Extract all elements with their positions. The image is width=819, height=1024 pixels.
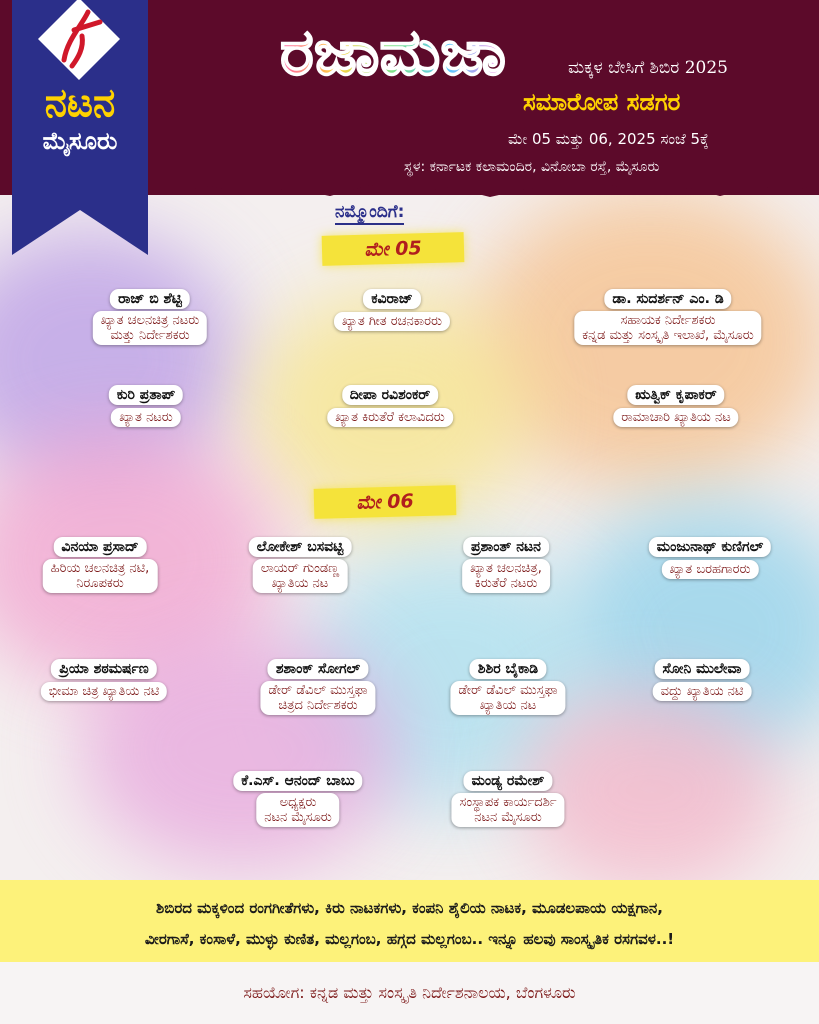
event-date-time: ಮೇ 05 ಮತ್ತು 06, 2025 ಸಂಜೆ 5ಕ್ಕೆ: [508, 130, 709, 148]
guest-role: ಖ್ಯಾತ ಚಲನಚಿತ್ರ,: [470, 561, 542, 576]
guest-role: ಹಿರಿಯ ಚಲನಚಿತ್ರ ನಟಿ,: [50, 561, 150, 576]
guest-card: [653, 658, 752, 702]
guest-role: ಅಧ್ಯಕ್ಷರು: [279, 795, 317, 810]
guest-role: ಡೇರ್ ಡೆವಿಲ್ ಮುಸ್ತಫಾ: [268, 683, 368, 698]
guest-role: ಡೇರ್ ಡೆವಿಲ್ ಮುಸ್ತಫಾ: [458, 683, 558, 698]
guest-role: ಕಿರುತೆರೆ ನಟರು: [474, 576, 538, 591]
guest-role: ಲಾಯರ್ ಗುಂಡಣ್ಣ: [260, 561, 340, 576]
guest-name: ಕವಿರಾಜ್: [363, 289, 421, 309]
watercolor-background: [0, 170, 819, 880]
guest-card: [93, 288, 207, 346]
guest-name: ಪ್ರಿಯಾ ಶಠಮರ್ಷಣ: [51, 659, 157, 679]
guest-role: ಖ್ಯಾತ ಕಿರುತೆರೆ ಕಲಾವಿದರು: [335, 410, 445, 425]
guest-role: ಭೀಮಾ ಚಿತ್ರ ಖ್ಯಾತಿಯ ನಟಿ: [48, 684, 160, 699]
event-title-graphic: [228, 2, 558, 94]
guest-card: [450, 658, 565, 716]
programs-line-2: ವೀರಗಾಸೆ, ಕಂಸಾಳೆ, ಮುಳ್ಳು ಕುಣಿತ, ಮಲ್ಲಗಂಬ, ಹಗ್ಗದ ಮಲ್ಲಗಂಬ.. ಇನ್ನೂ ಹಲವು ಸಾಂಸ್ಕೃತಿಕ ರಸಗವಳ..!: [144, 930, 675, 948]
guest-card: [327, 384, 453, 428]
day2-banner: ಮೇ 06: [314, 485, 457, 519]
guest-role: ಖ್ಯಾತ ನಟರು: [119, 410, 173, 425]
guest-card: [334, 288, 450, 332]
brand-city: ಮೈಸೂರು: [42, 127, 118, 155]
guest-role: ವದ್ದು ಖ್ಯಾತಿಯ ನಟಿ: [660, 684, 744, 699]
guest-card: [462, 536, 550, 594]
guest-role: ಖ್ಯಾತ ಗೀತ ರಚನಕಾರರು: [341, 314, 443, 329]
guest-role: ನಟನ ಮೈಸೂರು: [474, 810, 542, 825]
guest-role: ಸಹಾಯಕ ನಿರ್ದೇಶಕರು: [620, 313, 716, 328]
guest-role: ಚಿತ್ರದ ನಿರ್ದೇಶಕರು: [278, 698, 358, 713]
guest-card: [41, 658, 167, 702]
guest-name: ಮಂಡ್ಯ ರಮೇಶ್: [464, 771, 553, 791]
guest-card: [249, 536, 352, 594]
day1-banner: ಮೇ 05: [322, 232, 465, 266]
guest-role: ಖ್ಯಾತ ಬರಹಗಾರರು: [669, 562, 751, 577]
guest-role: ಖ್ಯಾತ ಚಲನಚಿತ್ರ ನಟರು: [100, 313, 200, 328]
guest-name: ರಾಜ್ ಬಿ ಶೆಟ್ಟಿ: [110, 289, 190, 309]
guest-name: ಲೋಕೇಶ್ ಬಸವಟ್ಟಿ: [249, 537, 352, 557]
sponsor-line: ಸಹಯೋಗ: ಕನ್ನಡ ಮತ್ತು ಸಂಸ್ಕೃತಿ ನಿರ್ದೇಶನಾಲಯ, ಬೆಂಗಳೂರು: [0, 962, 819, 1024]
programs-strip: [0, 880, 819, 962]
closing-ceremony-heading: ಸಮಾರೋಪ ಸಡಗರ: [523, 88, 681, 116]
guest-role: ಸಂಸ್ಥಾಪಕ ಕಾರ್ಯದರ್ಶಿ: [459, 795, 557, 810]
guest-name: ಪ್ರಶಾಂತ್ ನಟನ: [463, 537, 549, 557]
event-venue: ಸ್ಥಳ: ಕರ್ನಾಟಕ ಕಲಾಮಂದಿರ, ವಿನೋಬಾ ರಸ್ತೆ, ಮೈಸೂರು: [404, 159, 660, 175]
guest-name: ವಿನಯಾ ಪ್ರಸಾದ್: [53, 537, 146, 557]
guest-card: [574, 288, 761, 346]
guest-card: [233, 770, 362, 828]
guest-name: ಶಶಾಂಕ್ ಸೋಗಲ್: [268, 659, 368, 679]
guest-name: ಕೆ.ಎಸ್. ಆನಂದ್ ಬಾಬು: [233, 771, 362, 791]
camp-line: ಮಕ್ಕಳ ಬೇಸಿಗೆ ಶಿಬಿರ 2025: [568, 58, 728, 78]
guest-name: ದೀಪಾ ರವಿಶಂಕರ್: [342, 385, 438, 405]
guest-card: [451, 770, 564, 828]
guest-role: ಖ್ಯಾತಿಯ ನಟ: [271, 576, 329, 591]
guest-name: ಋತ್ವಿಕ್ ಕೃಪಾಕರ್: [627, 385, 725, 405]
guest-role: ರಾಮಾಚಾರಿ ಖ್ಯಾತಿಯ ನಟ: [621, 410, 731, 425]
event-title: ರಜಾಮಜಾ: [280, 16, 506, 90]
guest-role: ಕನ್ನಡ ಮತ್ತು ಸಂಸ್ಕೃತಿ ಇಲಾಖೆ, ಮೈಸೂರು: [582, 328, 754, 343]
guest-name: ಮಂಜುನಾಥ್ ಕುಣಿಗಲ್: [649, 537, 771, 557]
guest-role: ನಿರೂಪಕರು: [76, 576, 124, 591]
welcome-heading: ನಮ್ಮೊಂದಿಗೆ:: [335, 202, 404, 225]
guest-role: ನಟನ ಮೈಸೂರು: [264, 810, 332, 825]
guest-role: ಮತ್ತು ನಿರ್ದೇಶಕರು: [110, 328, 190, 343]
guest-card: [260, 658, 375, 716]
guest-name: ಕುರಿ ಪ್ರತಾಪ್: [109, 385, 183, 405]
brand-name: ನಟನ: [44, 80, 116, 126]
programs-line-1: ಶಿಬಿರದ ಮಕ್ಕಳಿಂದ ರಂಗಗೀತೆಗಳು, ಕಿರು ನಾಟಕಗಳು, ಕಂಪನಿ ಶೈಲಿಯ ನಾಟಕ, ಮೂಡಲಪಾಯ ಯಕ್ಷಗಾನ,: [156, 899, 663, 917]
guest-card: [109, 384, 183, 428]
guest-card: [613, 384, 738, 428]
guest-name: ಡಾ. ಸುದರ್ಶನ್ ಎಂ. ಡಿ: [604, 289, 731, 309]
guest-card: [649, 536, 771, 580]
guest-name: ಸೋನಿ ಮುಲೇವಾ: [655, 659, 750, 679]
guest-role: ಖ್ಯಾತಿಯ ನಟ: [479, 698, 537, 713]
guest-card: [43, 536, 158, 594]
guest-name: ಶಿಶಿರ ಬೈಕಾಡಿ: [470, 659, 546, 679]
